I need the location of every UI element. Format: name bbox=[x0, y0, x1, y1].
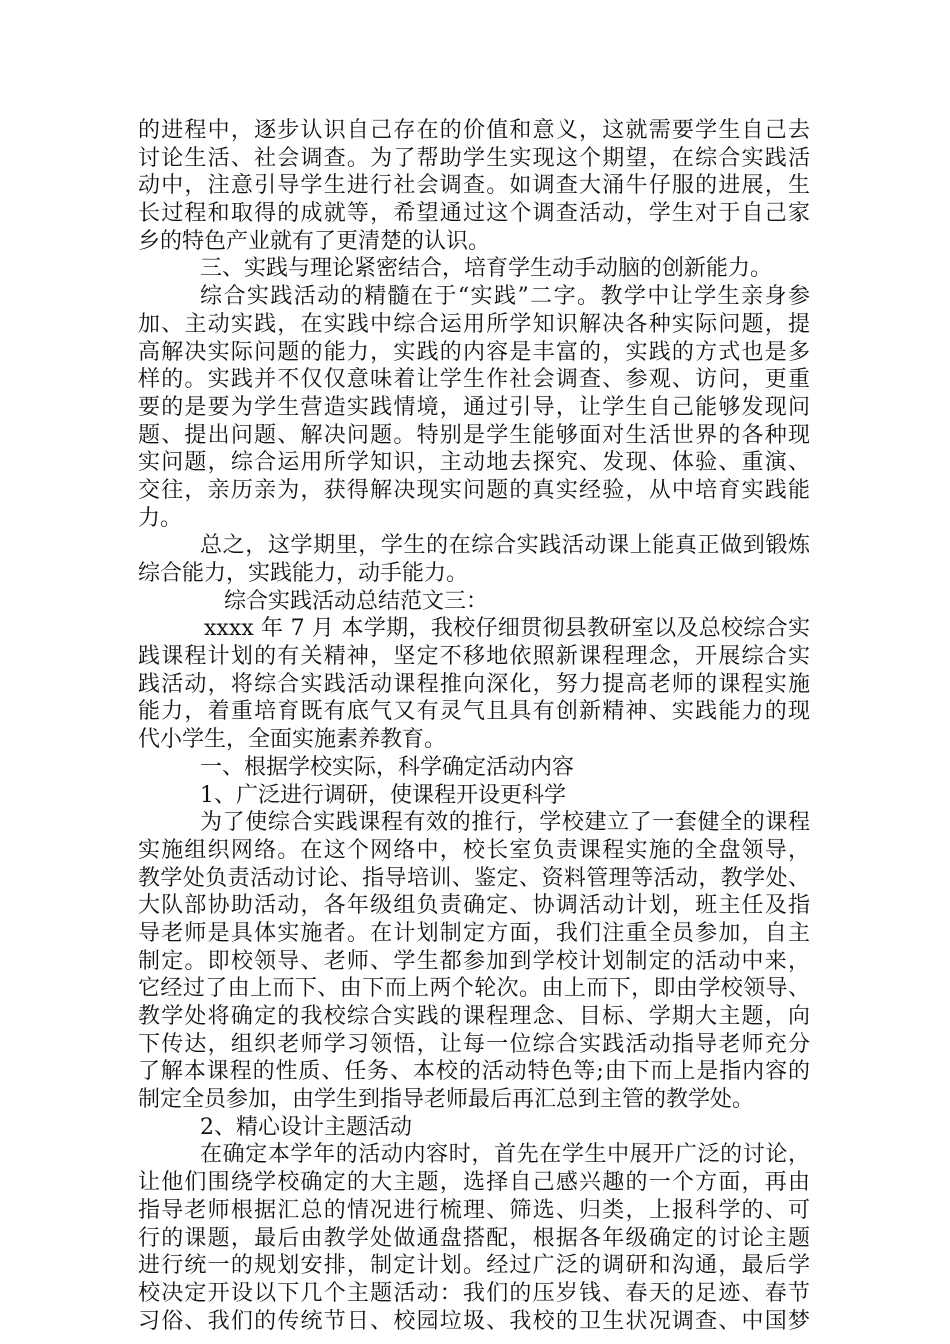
text-line: 大队部协助活动，各年级组负责确定、协调活动计划，班主任及指 bbox=[138, 893, 810, 919]
text-line: 要的是要为学生营造实践情境，通过引导，让学生自己能够发现问 bbox=[138, 394, 810, 420]
text-line: 它经过了由上而下、由下而上两个轮次。由上而下，即由学校领导、 bbox=[138, 976, 810, 1002]
text-line: 长过程和取得的成就等，希望通过这个调查活动，学生对于自己家 bbox=[138, 201, 810, 227]
text-line: 指导老师根据汇总的情况进行梳理、筛选、归类，上报科学的、可 bbox=[138, 1197, 810, 1223]
text-line: 习俗、我们的传统节日、校园垃圾、我校的卫生状况调查、中国梦 bbox=[138, 1308, 810, 1334]
text-line: 加、主动实践，在实践中综合运用所学知识解决各种实际问题，提 bbox=[138, 311, 810, 337]
text-line: 力。 bbox=[138, 505, 183, 531]
text-line: 乡的特色产业就有了更清楚的认识。 bbox=[138, 228, 491, 254]
text-line: 交往，亲历亲为，获得解决现实问题的真实经验，从中培育实践能 bbox=[138, 477, 810, 503]
text-line: 题、提出问题、解决问题。特别是学生能够面对生活世界的各种现 bbox=[138, 422, 810, 448]
text-line: 1、广泛进行调研，使课程开设更科学 bbox=[200, 782, 566, 808]
text-line: 总之，这学期里，学生的在综合实践活动课上能真正做到锻炼 bbox=[200, 533, 810, 559]
text-line: 动中，注意引导学生进行社会调查。如调查大涌牛仔服的进展，生 bbox=[138, 173, 810, 199]
text-line: 综合实践活动总结范文三： bbox=[224, 588, 489, 614]
text-line: 了解本课程的性质、任务、本校的活动特色等;由下而上是指内容的 bbox=[138, 1059, 810, 1085]
text-line: 践课程计划的有关精神，坚定不移地依照新课程理念，开展综合实 bbox=[138, 644, 810, 670]
text-line: 一、根据学校实际，科学确定活动内容 bbox=[200, 754, 575, 780]
text-line: 在确定本学年的活动内容时，首先在学生中展开广泛的讨论， bbox=[200, 1142, 810, 1168]
text-line: 的进程中，逐步认识自己存在的价值和意义，这就需要学生自己去 bbox=[138, 118, 810, 143]
text-line: 综合能力，实践能力，动手能力。 bbox=[138, 561, 469, 586]
text-line: 制定全员参加，由学生到指导老师最后再汇总到主管的教学处。 bbox=[138, 1087, 755, 1113]
text-line: 教学处将确定的我校综合实践的课程理念、目标、学期大主题，向 bbox=[138, 1004, 810, 1029]
text-line: 三、实践与理论紧密结合，培育学生动手动脑的创新能力。 bbox=[200, 256, 773, 282]
text-line: 高解决实际问题的能力，实践的内容是丰富的，实践的方式也是多 bbox=[138, 339, 810, 365]
text-line: xxxx 年 7 月 本学期，我校仔细贯彻县教研室以及总校综合实 bbox=[204, 616, 810, 642]
text-line: 2、精心设计主题活动 bbox=[200, 1114, 412, 1140]
text-line: 践活动，将综合实践活动课程推向深化，努力提高老师的课程实施 bbox=[138, 671, 810, 697]
text-line: 讨论生活、社会调查。为了帮助学生实现这个期望，在综合实践活 bbox=[138, 145, 810, 171]
text-line: 让他们围绕学校确定的大主题，选择自己感兴趣的一个方面，再由 bbox=[138, 1170, 810, 1196]
text-line: 制定。即校领导、老师、学生都参加到学校计划制定的活动中来， bbox=[138, 948, 810, 974]
text-line: 导老师是具体实施者。在计划制定方面，我们注重全员参加，自主 bbox=[138, 920, 810, 946]
text-line: 校决定开设以下几个主题活动：我们的压岁钱、春天的足迹、春节 bbox=[138, 1280, 810, 1306]
text-line: 实问题，综合运用所学知识，主动地去探究、发现、体验、重演、 bbox=[138, 450, 810, 476]
text-line: 进行统一的规划安排，制定计划。经过广泛的调研和沟通，最后学 bbox=[138, 1253, 810, 1279]
text-line: 样的。实践并不仅仅意味着让学生作社会调查、参观、访问，更重 bbox=[138, 367, 810, 393]
text-line: 为了使综合实践课程有效的推行，学校建立了一套健全的课程 bbox=[200, 810, 810, 836]
text-line: 代小学生，全面实施素养教育。 bbox=[138, 727, 447, 753]
text-line: 下传达，组织老师学习领悟，让每一位综合实践活动指导老师充分 bbox=[138, 1031, 810, 1057]
text-line: 行的课题，最后由教学处做通盘搭配，根据各年级确定的讨论主题 bbox=[138, 1225, 810, 1251]
document-body bbox=[138, 117, 810, 1335]
text-line: 教学处负责活动讨论、指导培训、鉴定、资料管理等活动，教学处、 bbox=[138, 865, 810, 891]
text-line: 实施组织网络。在这个网络中，校长室负责课程实施的全盘领导， bbox=[138, 837, 810, 863]
text-line: 能力，着重培育既有底气又有灵气且具有创新精神、实践能力的现 bbox=[138, 699, 810, 725]
text-line: 综合实践活动的精髓在于“实践”二字。教学中让学生亲身参 bbox=[200, 284, 810, 310]
